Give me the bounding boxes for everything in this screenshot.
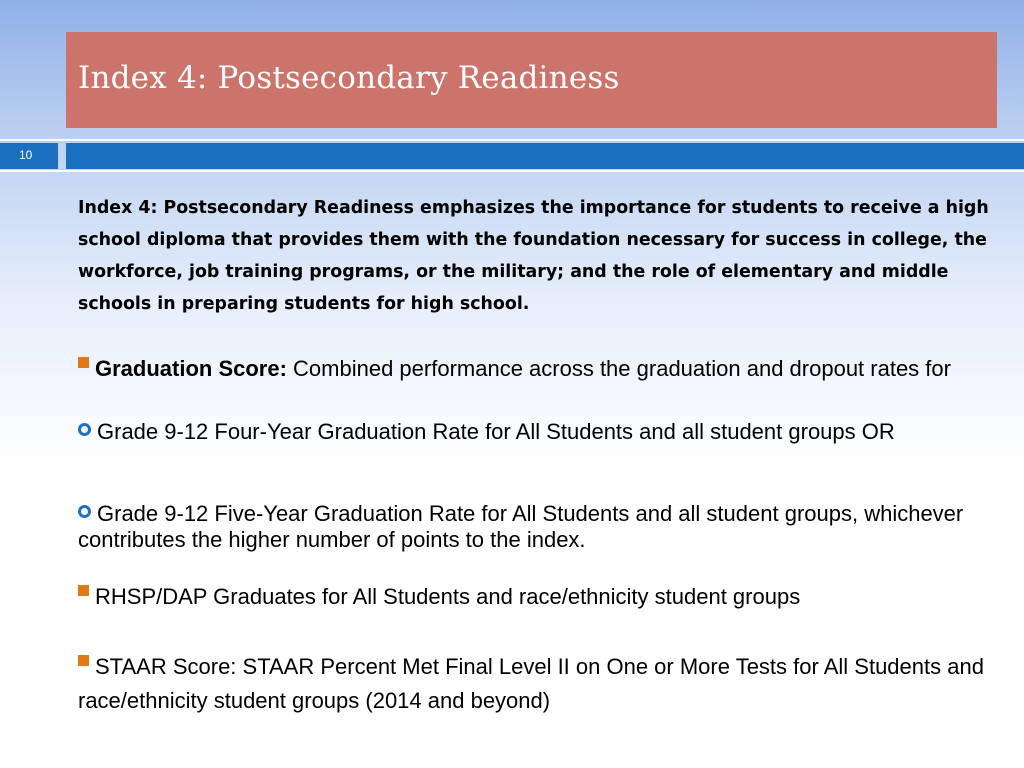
bullet-five-year <box>78 501 1008 553</box>
bullet-text: Combined performance across the graduation and dropout rates for <box>286 356 951 381</box>
divider-line <box>0 170 1024 172</box>
bullet-text: Grade 9-12 Four-Year Graduation Rate for All Students and all student groups OR <box>97 419 895 444</box>
slide-number: 10 <box>19 148 33 162</box>
title-box <box>66 32 997 128</box>
header-bar <box>66 143 1024 169</box>
bullet-rhsp-dap <box>78 582 1008 612</box>
circle-bullet-icon <box>78 505 91 518</box>
bullet-four-year <box>78 417 1008 447</box>
bullet-graduation-score <box>78 354 1008 384</box>
circle-bullet-icon <box>78 423 91 436</box>
slide-title: Index 4: Postsecondary Readiness <box>78 60 620 96</box>
bullet-text: STAAR Score: STAAR Percent Met Final Level II on One or More Tests for All Students and race/ethnicity student groups (2014 and beyond) <box>78 654 984 713</box>
divider-line <box>0 139 1024 141</box>
slide-number-box <box>0 143 58 169</box>
bullet-label: Graduation Score: <box>95 356 287 381</box>
square-bullet-icon <box>78 655 89 666</box>
bullet-staar-score <box>78 650 1008 718</box>
square-bullet-icon <box>78 585 89 596</box>
bullet-text: RHSP/DAP Graduates for All Students and race/ethnicity student groups <box>95 584 801 609</box>
bullet-text: Grade 9-12 Five-Year Graduation Rate for All Students and all student groups, whichever contributes the higher number of points to the index. <box>78 501 964 552</box>
intro-paragraph: Index 4: Postsecondary Readiness emphasizes the importance for students to receive a high school diploma that provides them with the foundation necessary for success in college, the workforce, job training programs, or the military; and the role of elementary and middle schools in preparing students for high school. <box>78 198 989 314</box>
square-bullet-icon <box>78 357 89 368</box>
